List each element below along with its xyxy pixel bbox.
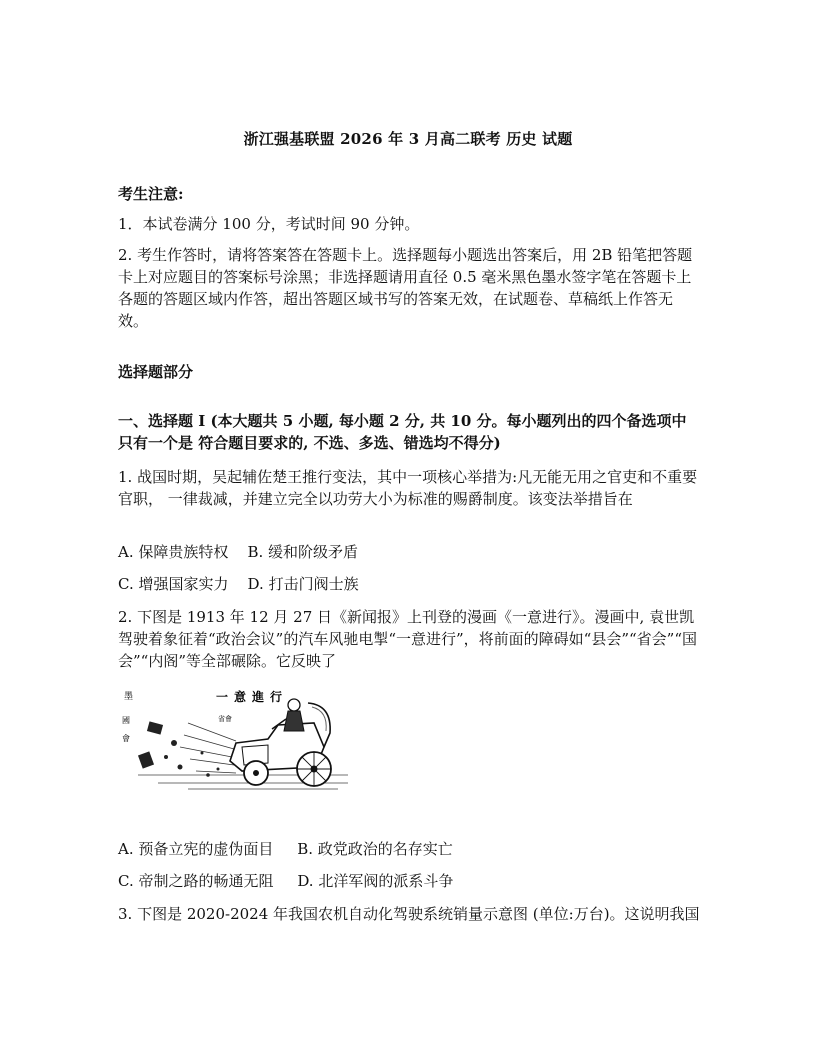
cartoon-image bbox=[118, 683, 350, 795]
notice-heading: 考生注意: bbox=[118, 185, 184, 203]
svg-text:墨: 墨 bbox=[124, 692, 134, 702]
exam-title: 浙江强基联盟 2026 年 3 月高二联考 历史 试题 bbox=[243, 130, 573, 148]
question-1-options-row-2: C. 增强国家实力 D. 打击门阀士族 bbox=[118, 575, 359, 593]
question-1-stem: 1. 战国时期，吴起辅佐楚王推行变法，其中一项核心举措为:凡无能无用之官吏和不重要官职， 一律裁减，并建立完全以功劳大小为标准的赐爵制度。该变法举措旨在 bbox=[118, 468, 698, 508]
question-2-options-row-1: A. 预备立宪的虚伪面目 B. 政党政治的名存实亡 bbox=[118, 840, 453, 858]
question-2-options-row-2: C. 帝制之路的畅通无阻 D. 北洋军阀的派系斗争 bbox=[118, 872, 454, 890]
svg-text:省會: 省會 bbox=[218, 715, 232, 723]
notice-item-2: 2. 考生作答时，请将答案答在答题卡上。选择题每小题选出答案后，用 2B 铅笔把答题卡上对应题目的答案标号涂黑；非选择题请用直径 0.5 毫米黑色墨水签字笔在答题卡上各题的答题区域内作答，超出答题区域书写的答案无效，在试题卷、草稿纸上作答无效。 bbox=[118, 246, 693, 330]
cartoon-caption: 一意進行 bbox=[216, 690, 289, 704]
question-1-options-row-1: A. 保障贵族特权 B. 缓和阶级矛盾 bbox=[118, 543, 359, 561]
svg-text:會: 會 bbox=[122, 734, 130, 743]
question-2-stem: 2. 下图是 1913 年 12 月 27 日《新闻报》上刊登的漫画《一意进行》。漫画中, 袁世凯驾驶着象征着“政治会议”的汽车风驰电掣“一意进行”，将前面的障碍如“县会”“省会”“国会”“内阁”等全部碾除。它反映了 bbox=[118, 608, 698, 670]
svg-text:國: 國 bbox=[122, 716, 130, 725]
section-title: 选择题部分 bbox=[118, 363, 194, 381]
question-3-stem: 3. 下图是 2020-2024 年我国农机自动化驾驶系统销量示意图 (单位:万台)。这说明我国 bbox=[118, 905, 700, 923]
part1-heading: 一、选择题 I (本大题共 5 小题, 每小题 2 分, 共 10 分。每小题列出的四个备选项中只有一个是 符合题目要求的, 不选、多选、错选均不得分) bbox=[118, 412, 687, 452]
notice-item-1: 1．本试卷满分 100 分，考试时间 90 分钟。 bbox=[118, 215, 420, 233]
